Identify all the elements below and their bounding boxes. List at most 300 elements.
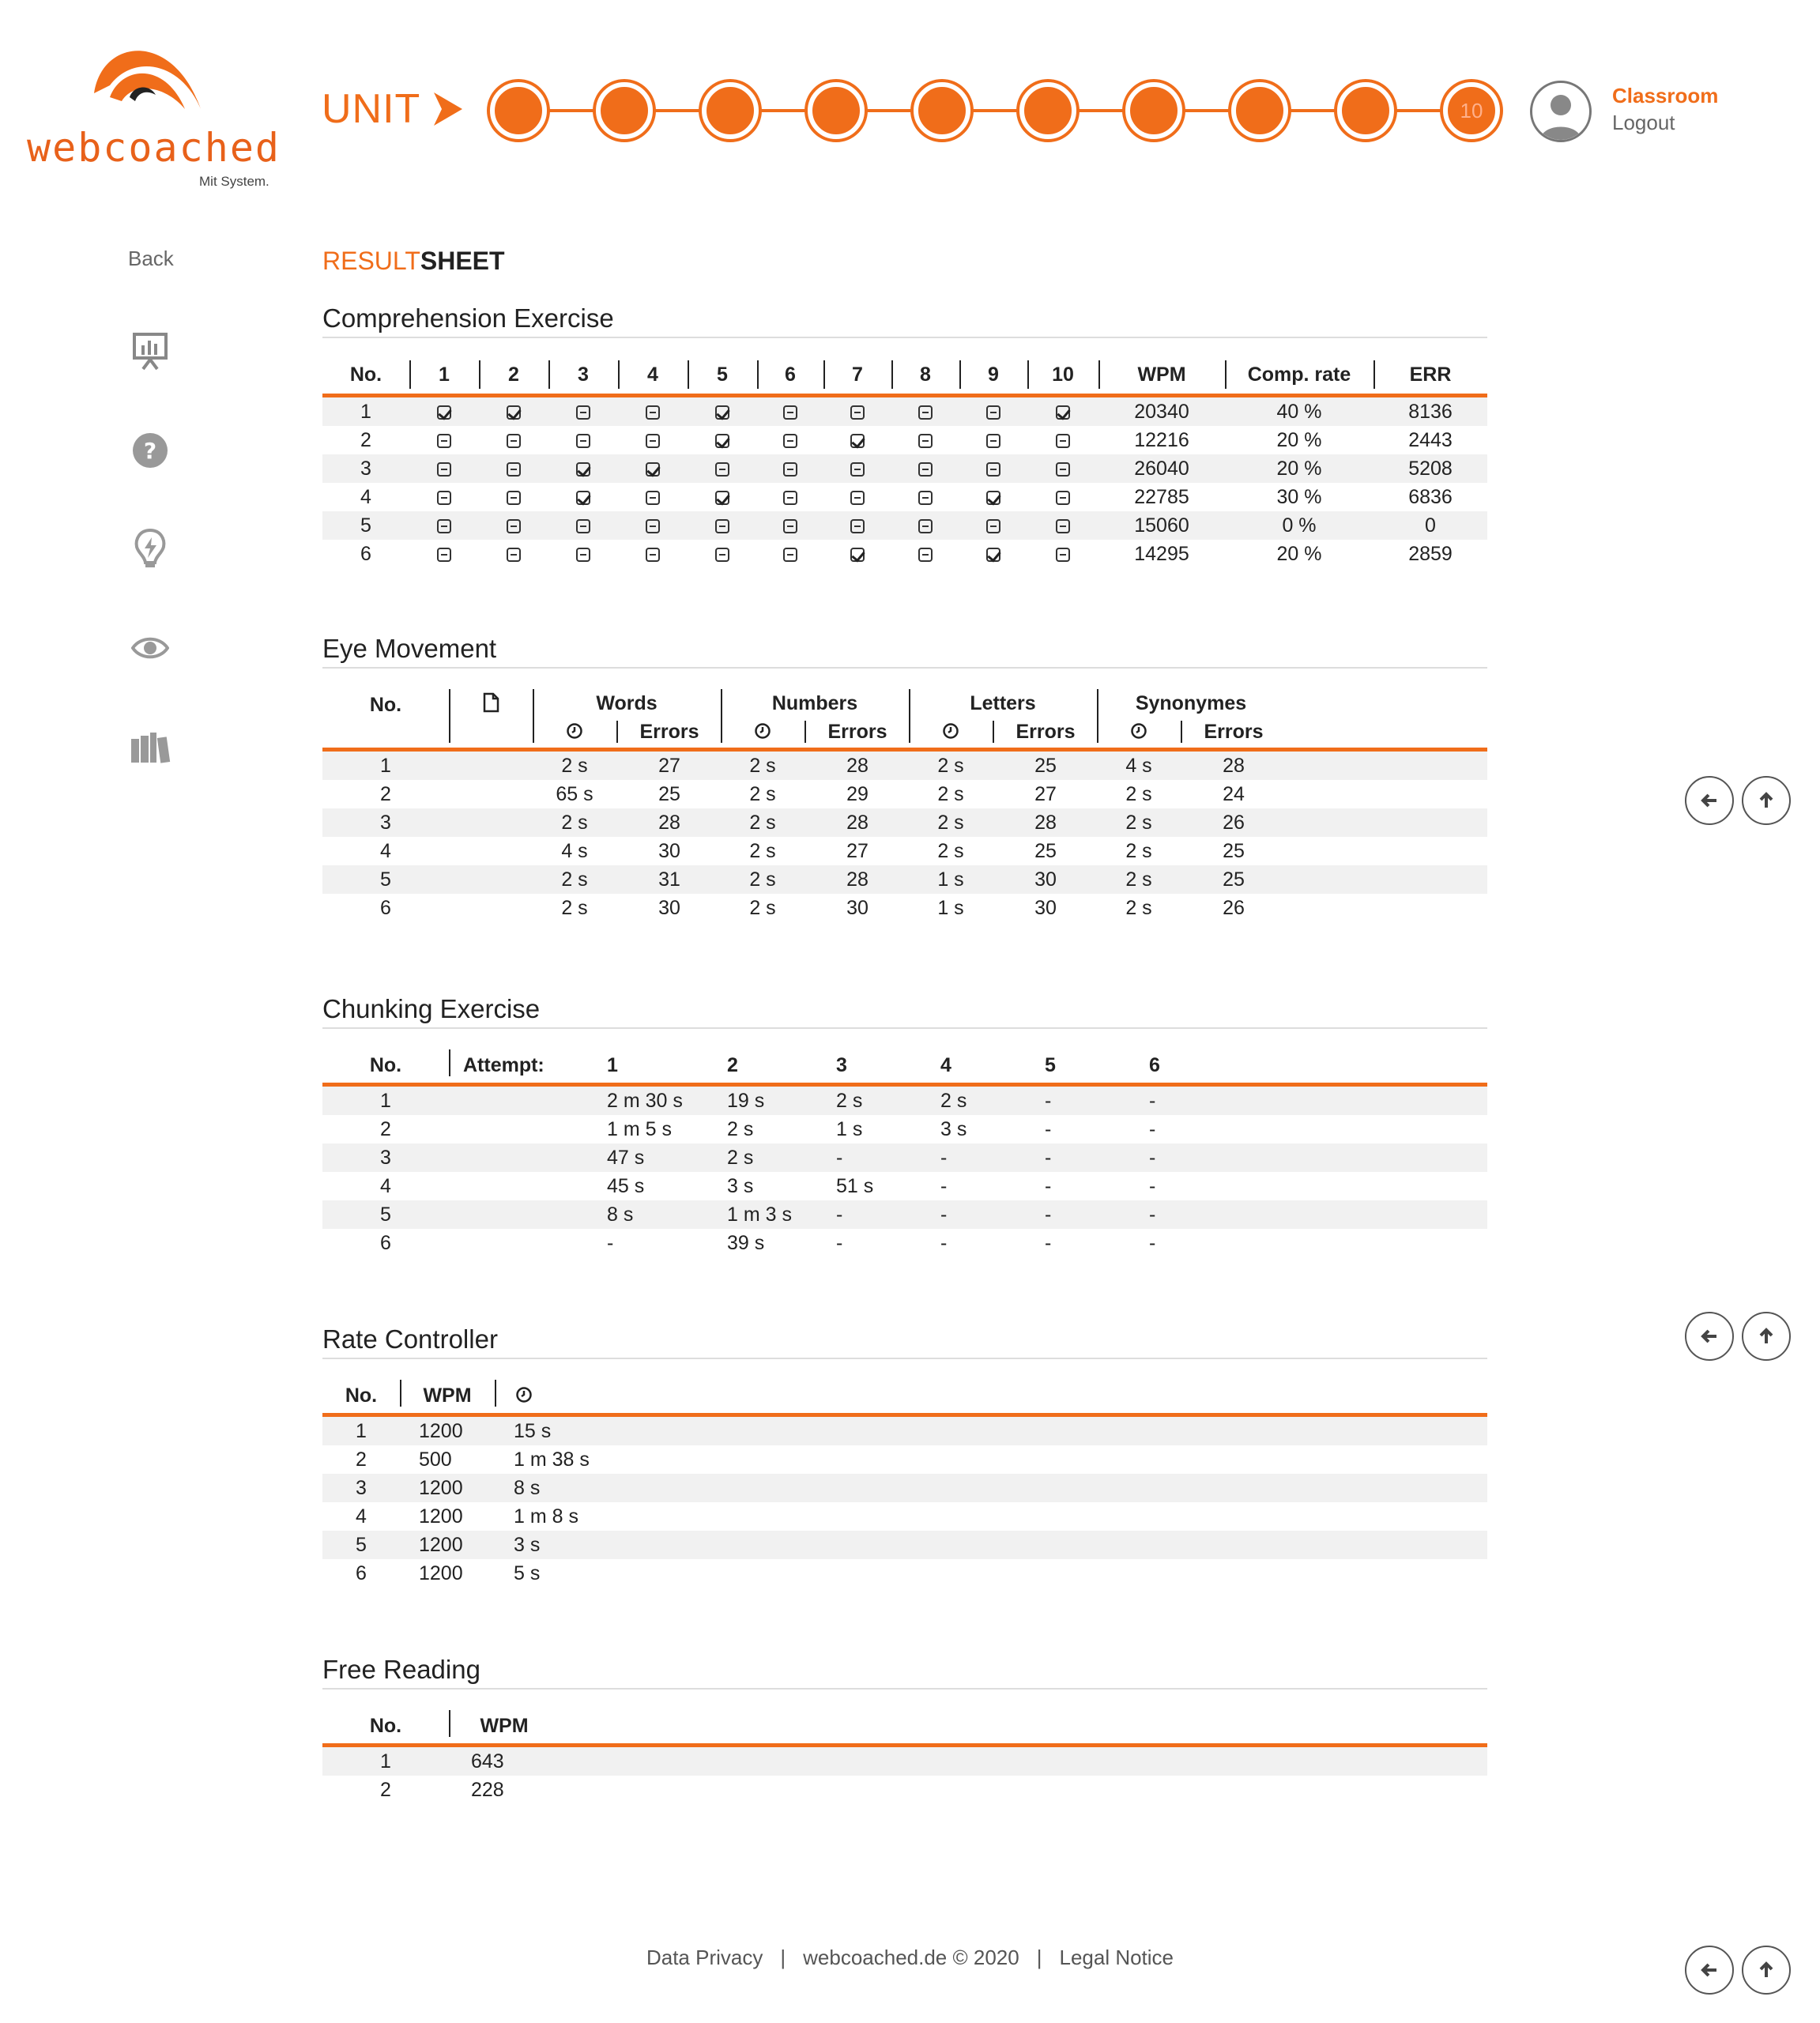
unchecked-icon bbox=[507, 434, 521, 448]
unchecked-icon bbox=[507, 519, 521, 533]
unit-step-5[interactable] bbox=[914, 82, 970, 139]
answer-cell bbox=[757, 540, 823, 568]
attempt-time: 3 s bbox=[940, 1118, 967, 1140]
unchecked-icon bbox=[715, 519, 729, 533]
wpm-value: 20340 bbox=[1134, 401, 1189, 423]
answer-cell bbox=[891, 540, 959, 568]
table-cell: 30 bbox=[1034, 868, 1057, 891]
wpm-value: 26040 bbox=[1134, 458, 1189, 480]
answer-cell bbox=[409, 483, 479, 511]
attempt-time: - bbox=[607, 1232, 614, 1254]
row-number: 4 bbox=[356, 1505, 367, 1528]
checked-icon bbox=[715, 434, 729, 448]
row-number: 5 bbox=[360, 514, 371, 537]
rate-controller-title: Rate Controller bbox=[322, 1324, 498, 1354]
chunking-title: Chunking Exercise bbox=[322, 994, 541, 1023]
attempt-time: 47 s bbox=[607, 1147, 645, 1169]
table-row bbox=[322, 483, 1487, 511]
time-value: 1 m 38 s bbox=[514, 1448, 590, 1471]
table-cell: 30 bbox=[658, 897, 680, 919]
comp-rate-value: 0 % bbox=[1282, 514, 1317, 537]
answer-cell bbox=[1027, 511, 1098, 540]
row-number: 5 bbox=[380, 1204, 391, 1226]
unit-step-3[interactable] bbox=[702, 82, 759, 139]
table-cell: 26 bbox=[1223, 812, 1245, 834]
chunking-header bbox=[322, 1048, 1487, 1087]
column-header: 6 bbox=[785, 364, 796, 386]
answer-cell bbox=[548, 483, 618, 511]
table-cell: 2 s bbox=[1125, 868, 1152, 891]
row-number: 6 bbox=[380, 1232, 391, 1254]
table-cell: 30 bbox=[1034, 897, 1057, 919]
lightning-bulb-icon[interactable] bbox=[126, 525, 174, 572]
unchecked-icon bbox=[437, 548, 451, 562]
wpm-value: 14295 bbox=[1134, 543, 1189, 565]
wpm-value: 1200 bbox=[419, 1534, 463, 1556]
table-cell: 2 s bbox=[749, 783, 776, 805]
checked-icon bbox=[715, 405, 729, 420]
answer-cell bbox=[959, 483, 1027, 511]
table-cell: 2 s bbox=[561, 868, 588, 891]
column-separator bbox=[1225, 360, 1227, 389]
table-cell: 30 bbox=[658, 840, 680, 862]
table-row bbox=[322, 780, 1487, 808]
table-cell: 24 bbox=[1223, 783, 1245, 805]
unchecked-icon bbox=[850, 519, 865, 533]
table-cell: 27 bbox=[658, 755, 680, 777]
row-number: 2 bbox=[380, 783, 391, 805]
unchecked-icon bbox=[1056, 491, 1070, 505]
checked-icon bbox=[715, 491, 729, 505]
row-number: 4 bbox=[380, 840, 391, 862]
help-icon[interactable] bbox=[126, 427, 174, 474]
table-cell: 25 bbox=[1034, 840, 1057, 862]
row-number: 6 bbox=[356, 1562, 367, 1584]
unit-label: UNIT bbox=[322, 86, 421, 132]
page-title-sheet: SHEET bbox=[420, 247, 505, 275]
unchecked-icon bbox=[918, 434, 933, 448]
unchecked-icon bbox=[646, 519, 660, 533]
back-arrow-button[interactable] bbox=[1685, 776, 1734, 825]
answer-cell bbox=[688, 397, 757, 426]
unchecked-icon bbox=[918, 405, 933, 420]
answer-cell bbox=[548, 540, 618, 568]
unchecked-icon bbox=[783, 462, 797, 477]
table-row bbox=[322, 1531, 1487, 1559]
clock-icon bbox=[909, 722, 993, 745]
row-number: 3 bbox=[356, 1477, 367, 1499]
column-header: No. bbox=[349, 364, 382, 386]
row-number: 4 bbox=[380, 1175, 391, 1197]
column-separator bbox=[409, 360, 411, 389]
answer-cell bbox=[479, 454, 548, 483]
wpm-value: 12216 bbox=[1134, 429, 1189, 451]
unchecked-icon bbox=[1056, 548, 1070, 562]
comprehension-rule bbox=[322, 337, 1487, 338]
answer-cell bbox=[1027, 397, 1098, 426]
column-header: Errors bbox=[1204, 721, 1264, 743]
table-row bbox=[322, 1502, 1487, 1531]
comp-rate-value: 20 % bbox=[1276, 429, 1322, 451]
logout-link[interactable]: Logout bbox=[1612, 111, 1675, 134]
attempt-time: - bbox=[940, 1175, 948, 1197]
attempt-time: - bbox=[836, 1147, 843, 1169]
row-number: 2 bbox=[380, 1118, 391, 1140]
free-reading-header bbox=[322, 1708, 1487, 1747]
unchecked-icon bbox=[576, 519, 590, 533]
attempt-time: 2 s bbox=[727, 1118, 754, 1140]
answer-cell bbox=[548, 511, 618, 540]
attempt-time: - bbox=[1149, 1175, 1156, 1197]
column-separator bbox=[891, 360, 893, 389]
table-cell: 2 s bbox=[937, 755, 964, 777]
column-header: 3 bbox=[578, 364, 589, 386]
column-separator bbox=[757, 360, 759, 389]
rate-controller-rule bbox=[322, 1358, 1487, 1359]
column-separator bbox=[479, 360, 480, 389]
checked-icon bbox=[507, 405, 521, 420]
answer-cell bbox=[891, 454, 959, 483]
answer-cell bbox=[409, 397, 479, 426]
unit-step-2[interactable] bbox=[596, 82, 653, 139]
column-separator bbox=[1098, 360, 1100, 389]
answer-cell bbox=[959, 511, 1027, 540]
back-link[interactable]: Back bbox=[128, 247, 174, 270]
unchecked-icon bbox=[1056, 519, 1070, 533]
unit-step-4[interactable] bbox=[808, 82, 865, 139]
table-cell: 26 bbox=[1223, 897, 1245, 919]
checked-icon bbox=[986, 491, 1000, 505]
column-header: 2 bbox=[508, 364, 519, 386]
unit-progress-line bbox=[514, 109, 1470, 112]
comp-rate-value: 40 % bbox=[1276, 401, 1322, 423]
unchecked-icon bbox=[646, 434, 660, 448]
answer-cell bbox=[479, 397, 548, 426]
table-row bbox=[322, 865, 1487, 894]
table-row bbox=[322, 511, 1487, 540]
wpm-value: 643 bbox=[471, 1750, 504, 1772]
arrow-up-icon bbox=[1756, 790, 1777, 811]
row-number: 2 bbox=[380, 1779, 391, 1801]
table-row bbox=[322, 1474, 1487, 1502]
arrow-left-icon bbox=[1699, 790, 1720, 811]
answer-cell bbox=[823, 454, 891, 483]
answer-cell bbox=[1027, 426, 1098, 454]
webcoached-logo[interactable] bbox=[27, 22, 280, 196]
column-header: 5 bbox=[1045, 1054, 1056, 1076]
chunking-table bbox=[322, 1048, 1487, 1257]
column-header: 10 bbox=[1052, 364, 1074, 386]
table-cell: 2 s bbox=[937, 812, 964, 834]
unchecked-icon bbox=[576, 434, 590, 448]
wpm-value: 22785 bbox=[1134, 486, 1189, 508]
unit-step-9[interactable] bbox=[1337, 82, 1394, 139]
answer-cell bbox=[959, 426, 1027, 454]
table-row bbox=[322, 1445, 1487, 1474]
eye-icon[interactable] bbox=[126, 624, 174, 672]
unchecked-icon bbox=[850, 405, 865, 420]
answer-cell bbox=[959, 397, 1027, 426]
table-cell: 31 bbox=[658, 868, 680, 891]
rate-controller-table bbox=[322, 1378, 1487, 1588]
unit-step-6[interactable] bbox=[1019, 82, 1076, 139]
answer-cell bbox=[409, 511, 479, 540]
row-number: 2 bbox=[356, 1448, 367, 1471]
column-header: Errors bbox=[827, 721, 887, 743]
attempt-time: - bbox=[836, 1204, 843, 1226]
clock-icon bbox=[533, 722, 616, 745]
attempt-time: - bbox=[1045, 1232, 1052, 1254]
table-row bbox=[322, 1143, 1487, 1172]
wpm-value: 15060 bbox=[1134, 514, 1189, 537]
table-row bbox=[322, 1417, 1487, 1445]
table-cell: 2 s bbox=[1125, 840, 1152, 862]
unchecked-icon bbox=[986, 462, 1000, 477]
column-header: No. bbox=[369, 1715, 402, 1737]
scroll-top-button[interactable] bbox=[1742, 1312, 1791, 1361]
footer-separator: | bbox=[780, 1946, 786, 1969]
unit-step-1[interactable] bbox=[490, 82, 547, 139]
table-cell: 25 bbox=[1223, 868, 1245, 891]
table-row bbox=[322, 1229, 1487, 1257]
table-cell: 2 s bbox=[561, 755, 588, 777]
svg-text:?: ? bbox=[143, 438, 157, 464]
answer-cell bbox=[823, 426, 891, 454]
unchecked-icon bbox=[646, 491, 660, 505]
answer-cell bbox=[548, 426, 618, 454]
checked-icon bbox=[576, 491, 590, 505]
column-header: 4 bbox=[940, 1054, 951, 1076]
unchecked-icon bbox=[437, 434, 451, 448]
column-header: Errors bbox=[639, 721, 699, 743]
row-number: 3 bbox=[360, 458, 371, 480]
attempt-time: - bbox=[1045, 1204, 1052, 1226]
table-row bbox=[322, 1115, 1487, 1143]
table-row bbox=[322, 837, 1487, 865]
column-header: Comp. rate bbox=[1247, 364, 1351, 386]
table-cell: 28 bbox=[846, 755, 869, 777]
unchecked-icon bbox=[783, 434, 797, 448]
attempt-time: - bbox=[1149, 1118, 1156, 1140]
unchecked-icon bbox=[783, 491, 797, 505]
table-cell: 2 s bbox=[561, 897, 588, 919]
unchecked-icon bbox=[646, 405, 660, 420]
row-number: 2 bbox=[360, 429, 371, 451]
group-header-letters: Letters bbox=[970, 692, 1036, 714]
wpm-value: 1200 bbox=[419, 1562, 463, 1584]
classroom-link[interactable]: Classroom bbox=[1612, 84, 1719, 107]
answer-cell bbox=[891, 483, 959, 511]
scroll-top-button[interactable] bbox=[1742, 776, 1791, 825]
unit-progress bbox=[490, 79, 1494, 141]
legal-notice-link[interactable]: Legal Notice bbox=[1059, 1946, 1174, 1969]
column-header: No. bbox=[369, 694, 402, 716]
unchecked-icon bbox=[507, 548, 521, 562]
data-privacy-link[interactable]: Data Privacy bbox=[646, 1946, 763, 1969]
attempt-time: 1 s bbox=[836, 1118, 863, 1140]
clock-icon bbox=[515, 1386, 533, 1403]
attempt-time: - bbox=[1045, 1147, 1052, 1169]
attempt-time: - bbox=[836, 1232, 843, 1254]
column-separator bbox=[449, 1710, 450, 1737]
clock-icon bbox=[721, 722, 804, 745]
back-arrow-button[interactable] bbox=[1685, 1312, 1734, 1361]
rate-controller-header bbox=[322, 1378, 1487, 1417]
answer-cell bbox=[823, 483, 891, 511]
table-cell: 2 s bbox=[1125, 783, 1152, 805]
attempt-time: 2 s bbox=[940, 1090, 967, 1112]
table-cell: 28 bbox=[846, 812, 869, 834]
err-value: 2859 bbox=[1408, 543, 1453, 565]
unchecked-icon bbox=[918, 462, 933, 477]
table-row bbox=[322, 397, 1487, 426]
attempt-time: - bbox=[1045, 1118, 1052, 1140]
attempt-time: 51 s bbox=[836, 1175, 874, 1197]
row-number: 1 bbox=[380, 1090, 391, 1112]
avatar[interactable] bbox=[1530, 81, 1592, 142]
eye-movement-title: Eye Movement bbox=[322, 634, 497, 663]
table-row bbox=[322, 1172, 1487, 1200]
row-number: 5 bbox=[356, 1534, 367, 1556]
unchecked-icon bbox=[715, 462, 729, 477]
err-value: 0 bbox=[1425, 514, 1436, 537]
table-cell: 30 bbox=[846, 897, 869, 919]
footer-separator: | bbox=[1036, 1946, 1042, 1969]
row-number: 1 bbox=[380, 1750, 391, 1772]
unchecked-icon bbox=[1056, 462, 1070, 477]
column-header: 7 bbox=[852, 364, 863, 386]
row-number: 1 bbox=[356, 1420, 367, 1442]
unchecked-icon bbox=[783, 548, 797, 562]
answer-cell bbox=[757, 426, 823, 454]
table-cell: 25 bbox=[1223, 840, 1245, 862]
answer-cell bbox=[1027, 540, 1098, 568]
answer-cell bbox=[959, 540, 1027, 568]
free-reading-table bbox=[322, 1708, 1487, 1804]
answer-cell bbox=[618, 454, 688, 483]
checked-icon bbox=[437, 405, 451, 420]
table-row bbox=[322, 894, 1487, 922]
group-header-words: Words bbox=[596, 692, 658, 714]
attempt-time: - bbox=[1149, 1232, 1156, 1254]
unchecked-icon bbox=[783, 519, 797, 533]
unchecked-icon bbox=[783, 405, 797, 420]
checked-icon bbox=[1056, 405, 1070, 420]
table-cell: 2 s bbox=[749, 840, 776, 862]
table-cell: 2 s bbox=[1125, 897, 1152, 919]
comp-rate-value: 30 % bbox=[1276, 486, 1322, 508]
user-icon bbox=[1532, 83, 1589, 140]
column-separator bbox=[823, 360, 825, 389]
attempt-time: - bbox=[940, 1147, 948, 1169]
group-header-numbers: Numbers bbox=[771, 692, 858, 714]
comprehension-header bbox=[322, 356, 1487, 397]
presentation-chart-icon[interactable] bbox=[126, 327, 174, 375]
column-separator bbox=[495, 1380, 496, 1407]
attempt-time: - bbox=[940, 1204, 948, 1226]
checked-icon bbox=[850, 548, 865, 562]
table-cell: 25 bbox=[658, 783, 680, 805]
table-row bbox=[322, 752, 1487, 780]
table-row bbox=[322, 808, 1487, 837]
row-number: 3 bbox=[380, 1147, 391, 1169]
unit-step-8[interactable] bbox=[1231, 82, 1288, 139]
clock-icon bbox=[1097, 722, 1181, 745]
unit-step-7[interactable] bbox=[1125, 82, 1182, 139]
column-separator bbox=[449, 1049, 450, 1076]
column-header: ERR bbox=[1409, 364, 1452, 386]
table-cell: 2 s bbox=[749, 868, 776, 891]
table-cell: 28 bbox=[658, 812, 680, 834]
column-separator bbox=[618, 360, 620, 389]
table-cell: 2 s bbox=[749, 755, 776, 777]
answer-cell bbox=[891, 511, 959, 540]
wpm-value: 228 bbox=[471, 1779, 504, 1801]
free-reading-rule bbox=[322, 1688, 1487, 1690]
row-number: 1 bbox=[380, 755, 391, 777]
attempt-time: - bbox=[1149, 1204, 1156, 1226]
books-icon[interactable] bbox=[126, 724, 174, 771]
unchecked-icon bbox=[850, 491, 865, 505]
answer-cell bbox=[618, 540, 688, 568]
attempt-time: 3 s bbox=[727, 1175, 754, 1197]
err-value: 8136 bbox=[1408, 401, 1453, 423]
unchecked-icon bbox=[918, 519, 933, 533]
column-header: 1 bbox=[607, 1054, 618, 1076]
page-title-result: RESULT bbox=[322, 247, 420, 275]
attempt-time: - bbox=[1149, 1090, 1156, 1112]
answer-cell bbox=[1027, 483, 1098, 511]
answer-cell bbox=[688, 540, 757, 568]
column-header: Errors bbox=[1016, 721, 1076, 743]
table-cell: 28 bbox=[846, 868, 869, 891]
attempt-time: 1 m 3 s bbox=[727, 1204, 792, 1226]
column-header: 2 bbox=[727, 1054, 738, 1076]
clock-icon bbox=[942, 722, 959, 740]
attempt-time: 1 m 5 s bbox=[607, 1118, 672, 1140]
row-number: 3 bbox=[380, 812, 391, 834]
answer-cell bbox=[479, 540, 548, 568]
time-value: 8 s bbox=[514, 1477, 541, 1499]
answer-cell bbox=[959, 454, 1027, 483]
column-header: 4 bbox=[647, 364, 658, 386]
answer-cell bbox=[891, 397, 959, 426]
unchecked-icon bbox=[507, 462, 521, 477]
answer-cell bbox=[891, 426, 959, 454]
unit-step-10[interactable]: 10 bbox=[1443, 82, 1500, 139]
group-header-synonymes: Synonymes bbox=[1135, 692, 1247, 714]
column-header: Attempt: bbox=[463, 1054, 544, 1076]
attempt-time: 45 s bbox=[607, 1175, 645, 1197]
err-value: 5208 bbox=[1408, 458, 1453, 480]
answer-cell bbox=[757, 454, 823, 483]
row-number: 4 bbox=[360, 486, 371, 508]
time-value: 1 m 8 s bbox=[514, 1505, 578, 1528]
comprehension-title: Comprehension Exercise bbox=[322, 303, 614, 333]
answer-cell bbox=[409, 540, 479, 568]
wpm-value: 1200 bbox=[419, 1420, 463, 1442]
table-cell: 1 s bbox=[937, 868, 964, 891]
arrow-up-icon bbox=[1756, 1326, 1777, 1347]
brand-tagline: Mit System. bbox=[199, 174, 269, 189]
wpm-value: 1200 bbox=[419, 1505, 463, 1528]
attempt-time: - bbox=[940, 1232, 948, 1254]
table-row bbox=[322, 1200, 1487, 1229]
eye-movement-header bbox=[322, 689, 1487, 752]
clock-icon bbox=[1130, 722, 1147, 740]
column-header: WPM bbox=[1137, 364, 1186, 386]
answer-cell bbox=[479, 483, 548, 511]
